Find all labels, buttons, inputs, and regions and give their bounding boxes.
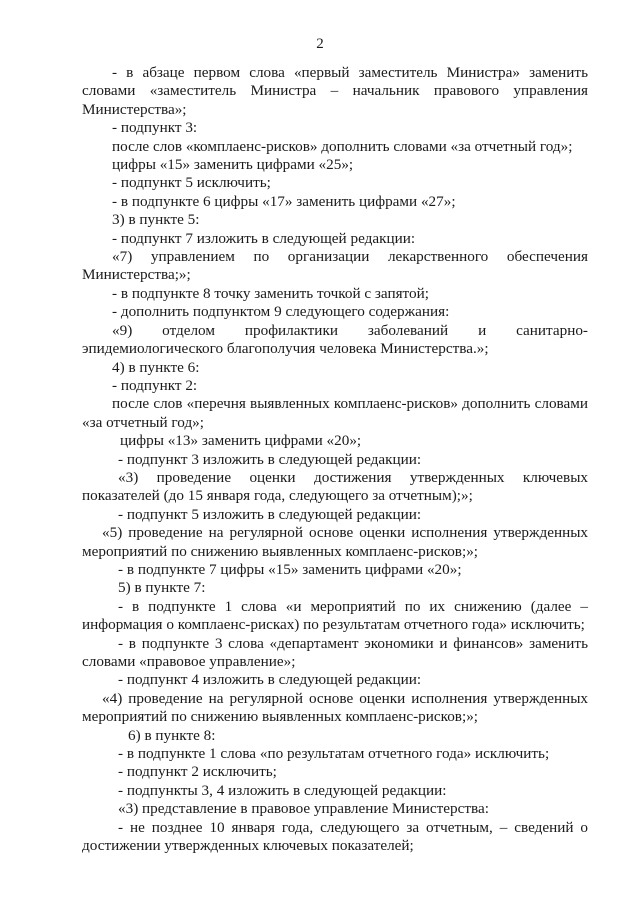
paragraph: - подпункт 5 исключить; xyxy=(112,174,271,192)
paragraph: «за отчетный год»; xyxy=(82,413,204,431)
paragraph: - в подпункте 1 слова «по результатам отчетного года» исключить; xyxy=(118,745,550,763)
paragraph: «3) проведение оценки достижения утвержденных ключевых xyxy=(118,468,588,486)
document-body xyxy=(82,64,588,855)
paragraph: цифры «13» заменить цифрами «20»; xyxy=(120,432,362,450)
paragraph: 6) в пункте 8: xyxy=(128,726,216,744)
paragraph: - подпункт 7 изложить в следующей редакции: xyxy=(112,229,416,247)
paragraph: - в абзаце первом слова «первый заместитель Министра» заменить xyxy=(112,64,588,81)
paragraph: - подпункт 2 исключить; xyxy=(118,763,277,781)
paragraph: - подпункт 2: xyxy=(112,376,198,394)
paragraph: 5) в пункте 7: xyxy=(118,579,206,597)
paragraph: - подпункт 5 изложить в следующей редакции: xyxy=(118,505,422,523)
paragraph: словами «правовое управление»; xyxy=(82,653,296,670)
paragraph: 4) в пункте 6: xyxy=(112,358,200,376)
paragraph: 3) в пункте 5: xyxy=(112,211,200,229)
paragraph: - в подпункте 7 цифры «15» заменить цифрами «20»; xyxy=(118,560,462,578)
paragraph: - в подпункте 8 точку заменить точкой с запятой; xyxy=(112,284,429,302)
paragraph: словами «заместитель Министра – начальник правового управления Министерства»; xyxy=(82,82,588,118)
paragraph: после слов «комплаенс-рисков» дополнить словами «за отчетный год»; xyxy=(112,137,573,155)
paragraph: «3) представление в правовое управление Министерства: xyxy=(118,800,489,818)
paragraph: «9) отделом профилактики заболеваний и санитарно- xyxy=(112,321,588,339)
paragraph: «7) управлением по организации лекарственного обеспечения xyxy=(112,248,588,266)
paragraph: информация о комплаенс-рисках) по результатам отчетного года» исключить; xyxy=(82,616,585,634)
paragraph: - дополнить подпунктом 9 следующего содержания: xyxy=(112,303,450,321)
paragraph: - подпункты 3, 4 изложить в следующей редакции: xyxy=(118,781,447,799)
paragraph: мероприятий по снижению выявленных комплаенс-рисков;»; xyxy=(82,708,479,726)
paragraph: эпидемиологического благополучия человека Министерства.»; xyxy=(82,340,489,358)
paragraph: показателей (до 15 января года, следующего за отчетным);»; xyxy=(82,487,473,505)
paragraph: Министерства;»; xyxy=(82,266,191,284)
paragraph: - в подпункте 3 слова «департамент экономики и финансов» заменить xyxy=(118,634,588,652)
paragraph: после слов «перечня выявленных комплаенс-рисков» дополнить словами xyxy=(112,395,588,413)
paragraph: цифры «15» заменить цифрами «25»; xyxy=(112,156,354,174)
paragraph: - подпункт 3: xyxy=(112,119,198,137)
paragraph: «5) проведение на регулярной основе оценки исполнения утвержденных xyxy=(102,524,588,542)
paragraph: достижении утвержденных ключевых показателей; xyxy=(82,837,414,855)
paragraph: - не позднее 10 января года, следующего за отчетным, – сведений о xyxy=(118,818,588,836)
paragraph: - подпункт 4 изложить в следующей редакции: xyxy=(118,671,422,689)
paragraph: мероприятий по снижению выявленных комплаенс-рисков;»; xyxy=(82,542,479,560)
paragraph: - в подпункте 1 слова «и мероприятий по их снижению (далее – xyxy=(118,597,588,615)
paragraph: - подпункт 3 изложить в следующей редакции: xyxy=(118,450,422,468)
page-number: 2 xyxy=(316,36,324,52)
paragraph: - в подпункте 6 цифры «17» заменить цифрами «27»; xyxy=(112,192,456,210)
paragraph: «4) проведение на регулярной основе оценки исполнения утвержденных xyxy=(102,689,588,707)
